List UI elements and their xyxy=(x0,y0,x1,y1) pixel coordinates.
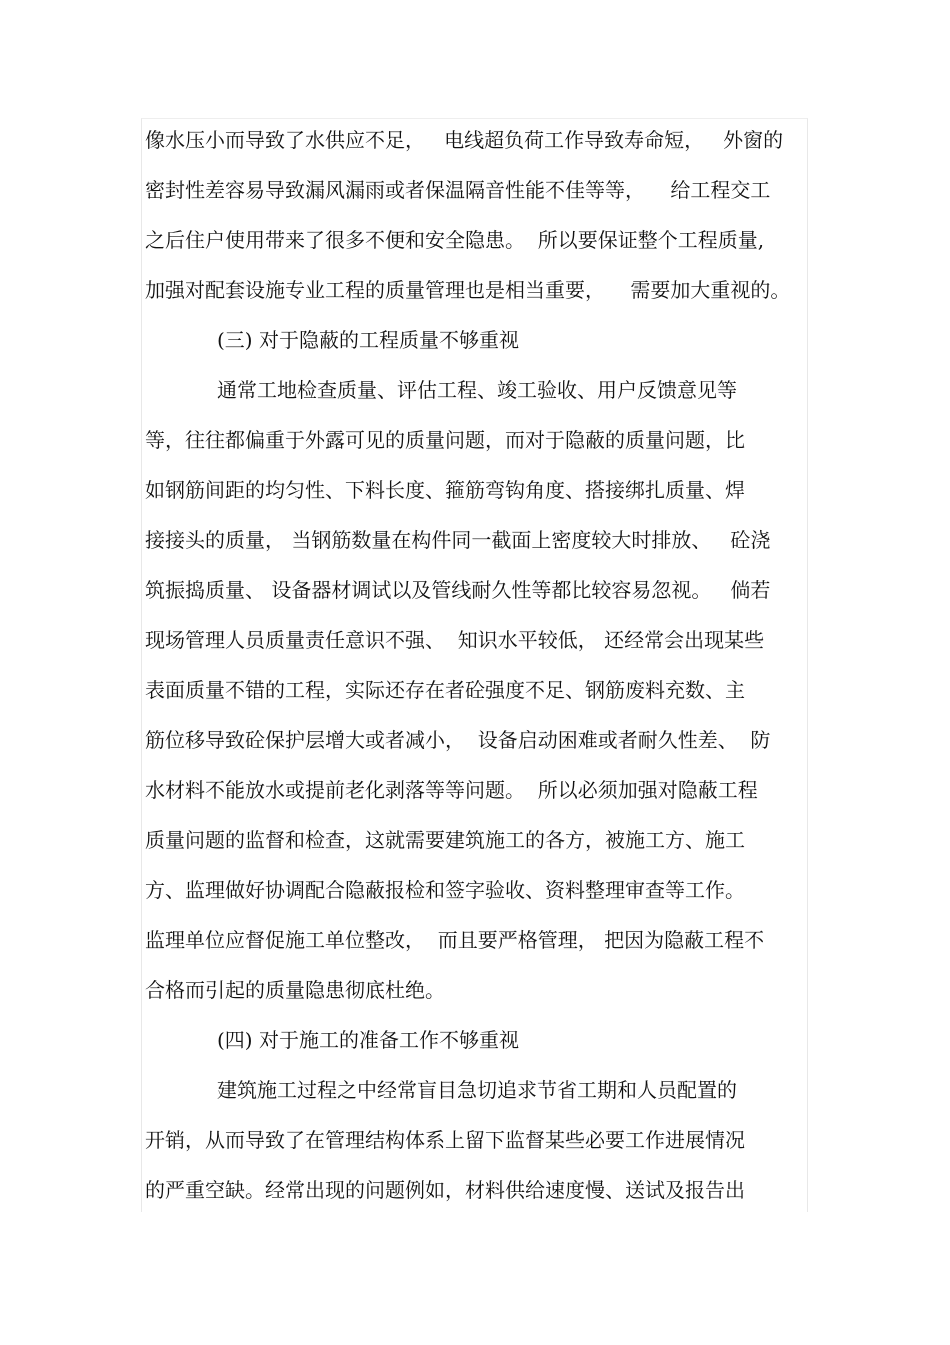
paragraph-line: 筋位移导致砼保护层增大或者减小， 设备启动困难或者耐久性差、 防 xyxy=(145,728,771,752)
paragraph-line: 通常工地检查质量、评估工程、竣工验收、用户反馈意见等 xyxy=(217,378,737,402)
paragraph-line: 像水压小而导致了水供应不足， 电线超负荷工作导致寿命短， 外窗的 xyxy=(145,128,784,152)
paragraph-line: 密封性差容易导致漏风漏雨或者保温隔音性能不佳等等， 给工程交工 xyxy=(145,178,771,202)
paragraph-line: 开销，从而导致了在管理结构体系上留下监督某些必要工作进展情况 xyxy=(145,1128,745,1152)
paragraph-line: 水材料不能放水或提前老化剥落等等问题。 所以必须加强对隐蔽工程 xyxy=(145,778,758,802)
paragraph-line: 的严重空缺。经常出现的问题例如，材料供给速度慢、送试及报告出 xyxy=(145,1178,745,1202)
paragraph-line: 监理单位应督促施工单位整改， 而且要严格管理， 把因为隐蔽工程不 xyxy=(145,928,765,952)
paragraph-line: 表面质量不错的工程，实际还存在者砼强度不足、钢筋废料充数、主 xyxy=(145,678,745,702)
section-heading: (四) 对于施工的准备工作不够重视 xyxy=(217,1028,519,1052)
paragraph-line: 合格而引起的质量隐患彻底杜绝。 xyxy=(145,978,445,1002)
paragraph-line: 现场管理人员质量责任意识不强、 知识水平较低， 还经常会出现某些 xyxy=(145,628,765,652)
paragraph-line: 建筑施工过程之中经常盲目急切追求节省工期和人员配置的 xyxy=(217,1078,737,1102)
section-heading: (三) 对于隐蔽的工程质量不够重视 xyxy=(217,328,519,352)
paragraph-line: 加强对配套设施专业工程的质量管理也是相当重要， 需要加大重视的。 xyxy=(145,278,791,302)
paragraph-line: 等，往往都偏重于外露可见的质量问题，而对于隐蔽的质量问题，比 xyxy=(145,428,745,452)
paragraph-line: 筑振捣质量、 设备器材调试以及管线耐久性等都比较容易忽视。 倘若 xyxy=(145,578,771,602)
paragraph-line: 质量问题的监督和检查，这就需要建筑施工的各方，被施工方、施工 xyxy=(145,828,745,852)
paragraph-line: 之后住户使用带来了很多不便和安全隐患。 所以要保证整个工程质量, xyxy=(145,228,765,252)
paragraph-line: 如钢筋间距的均匀性、下料长度、箍筋弯钩角度、搭接绑扎质量、焊 xyxy=(145,478,745,502)
paragraph-line: 方、监理做好协调配合隐蔽报检和签字验收、资料整理审查等工作。 xyxy=(145,878,745,902)
paragraph-line: 接接头的质量， 当钢筋数量在构件同一截面上密度较大时排放、 砼浇 xyxy=(145,528,771,552)
